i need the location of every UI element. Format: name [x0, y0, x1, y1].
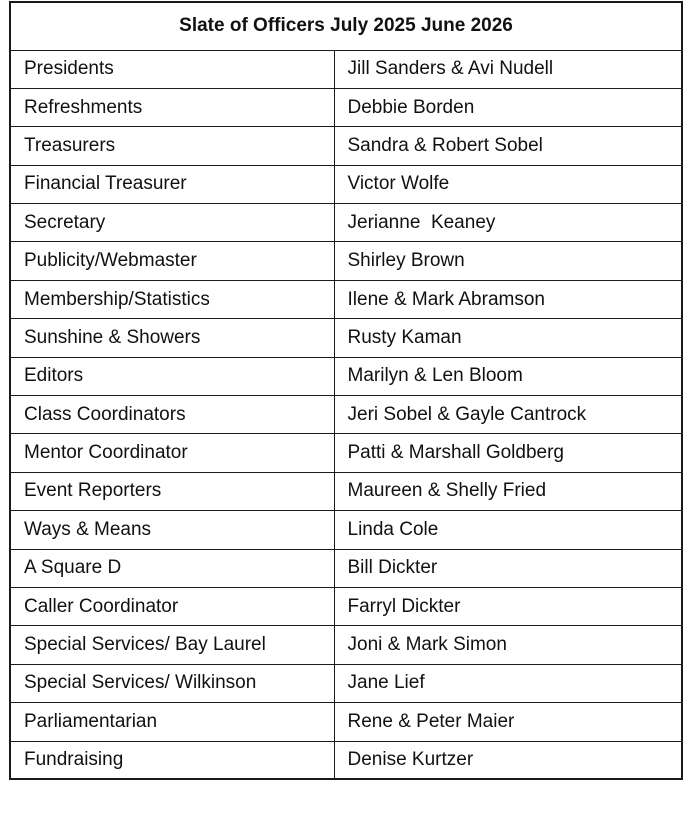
- position-cell: Event Reporters: [10, 472, 334, 510]
- officer-name-cell: Patti & Marshall Goldberg: [334, 434, 682, 472]
- table-row: [10, 165, 682, 203]
- officer-name-cell: Debbie Borden: [334, 88, 682, 126]
- table-title: Slate of Officers July 2025 June 2026: [10, 2, 682, 50]
- table-row: [10, 357, 682, 395]
- table-row: [10, 587, 682, 625]
- table-row: [10, 626, 682, 664]
- table-row: [10, 280, 682, 318]
- table-row: [10, 319, 682, 357]
- officer-name-cell: Shirley Brown: [334, 242, 682, 280]
- position-cell: A Square D: [10, 549, 334, 587]
- position-cell: Editors: [10, 357, 334, 395]
- table-row: [10, 664, 682, 702]
- table-row: [10, 472, 682, 510]
- officer-name-cell: Ilene & Mark Abramson: [334, 280, 682, 318]
- position-cell: Ways & Means: [10, 511, 334, 549]
- table-row: [10, 549, 682, 587]
- table-row: [10, 204, 682, 242]
- position-cell: Refreshments: [10, 88, 334, 126]
- officer-name-cell: Jeri Sobel & Gayle Cantrock: [334, 396, 682, 434]
- officer-name-cell: Farryl Dickter: [334, 587, 682, 625]
- position-cell: Membership/Statistics: [10, 280, 334, 318]
- position-cell: Mentor Coordinator: [10, 434, 334, 472]
- position-cell: Caller Coordinator: [10, 587, 334, 625]
- position-cell: Presidents: [10, 50, 334, 88]
- position-cell: Fundraising: [10, 741, 334, 779]
- position-cell: Special Services/ Bay Laurel: [10, 626, 334, 664]
- position-cell: Publicity/Webmaster: [10, 242, 334, 280]
- officer-name-cell: Linda Cole: [334, 511, 682, 549]
- table-row: [10, 88, 682, 126]
- position-cell: Financial Treasurer: [10, 165, 334, 203]
- position-cell: Parliamentarian: [10, 703, 334, 741]
- table-row: [10, 511, 682, 549]
- table-row: [10, 434, 682, 472]
- officer-name-cell: Jerianne Keaney: [334, 204, 682, 242]
- position-cell: Treasurers: [10, 127, 334, 165]
- title-row: [10, 2, 682, 50]
- position-cell: Sunshine & Showers: [10, 319, 334, 357]
- table-row: [10, 242, 682, 280]
- position-cell: Secretary: [10, 204, 334, 242]
- officer-name-cell: Bill Dickter: [334, 549, 682, 587]
- table-row: [10, 50, 682, 88]
- table-row: [10, 741, 682, 779]
- officer-name-cell: Jill Sanders & Avi Nudell: [334, 50, 682, 88]
- officer-name-cell: Denise Kurtzer: [334, 741, 682, 779]
- officer-name-cell: Rene & Peter Maier: [334, 703, 682, 741]
- table-row: [10, 127, 682, 165]
- officer-name-cell: Victor Wolfe: [334, 165, 682, 203]
- officer-name-cell: Marilyn & Len Bloom: [334, 357, 682, 395]
- position-cell: Class Coordinators: [10, 396, 334, 434]
- officers-table: [9, 1, 683, 780]
- table-row: [10, 396, 682, 434]
- officer-name-cell: Sandra & Robert Sobel: [334, 127, 682, 165]
- officer-name-cell: Joni & Mark Simon: [334, 626, 682, 664]
- table-row: [10, 703, 682, 741]
- officer-name-cell: Maureen & Shelly Fried: [334, 472, 682, 510]
- position-cell: Special Services/ Wilkinson: [10, 664, 334, 702]
- officer-name-cell: Jane Lief: [334, 664, 682, 702]
- officer-name-cell: Rusty Kaman: [334, 319, 682, 357]
